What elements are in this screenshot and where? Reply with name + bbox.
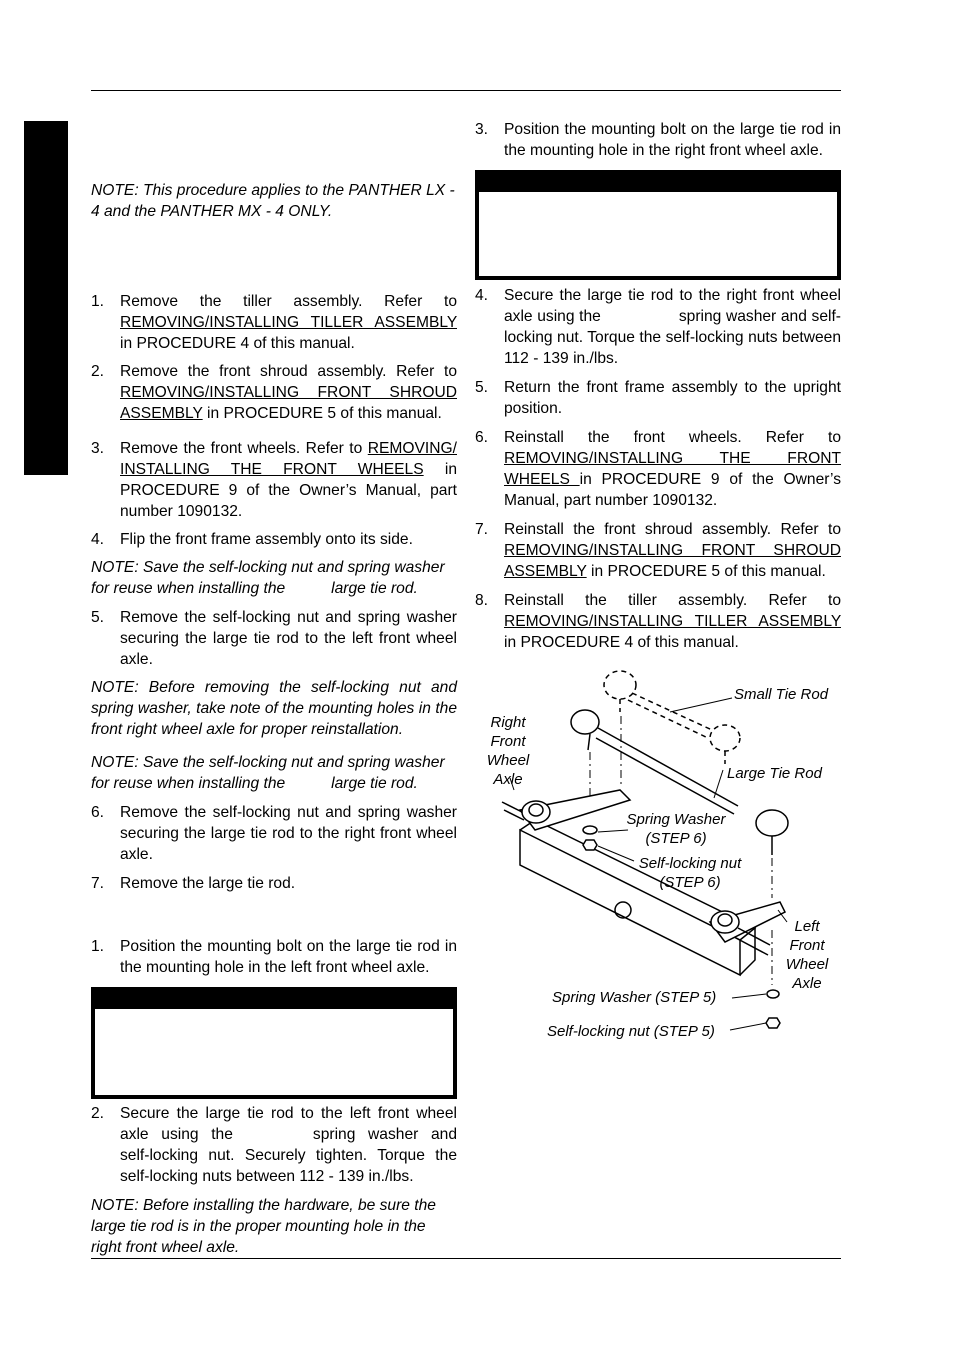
note-before-installing: NOTE: Before installing the hardware, be sure the large tie rod is in the proper mounting hole in the right front wheel axle. bbox=[91, 1197, 436, 1256]
removal-step-5: 5. Remove the self-locking nut and spring washer securing the large tie rod to the left front wheel axle. bbox=[91, 609, 457, 668]
tie-rod-diagram bbox=[480, 660, 850, 1050]
install-step-4: 4. Secure the large tie rod to the right front wheel axle using the spring washer and self-locking nut. Torque the self-locking nuts between 112 - 139 in./lbs. bbox=[475, 287, 842, 367]
top-rule bbox=[91, 90, 841, 91]
install-step-5: 5. Return the front frame assembly to the upright position. bbox=[475, 379, 841, 417]
note-before-removing: NOTE: Before removing the self-locking nut and spring washer, take note of the mounting holes in the front right wheel axle for proper reinstallation. bbox=[91, 679, 457, 738]
label-small-tie-rod: Small Tie Rod bbox=[734, 686, 829, 703]
removal-step-1: 1. Remove the tiller assembly. Refer to REMOVING/INSTALLING TILLER ASSEMBLY in PROCEDURE 4 of this manual. bbox=[91, 293, 457, 352]
bottom-rule bbox=[91, 1258, 841, 1259]
section-side-tab bbox=[24, 121, 68, 475]
label-self-locking-nut-step5: Self-locking nut (STEP 5) bbox=[547, 1023, 715, 1040]
label-large-tie-rod: Large Tie Rod bbox=[727, 765, 822, 782]
warning-box-right bbox=[475, 170, 841, 280]
install-step-7: 7. Reinstall the front shroud assembly. Refer to REMOVING/INSTALLING FRONT SHROUD ASSEMBLY in PROCEDURE 5 of this manual. bbox=[475, 521, 841, 580]
install-step-6: 6. Reinstall the front wheels. Refer to REMOVING/INSTALLING THE FRONT WHEELS in PROCEDURE 9 of the Owner’s Manual, part number 1090132. bbox=[475, 429, 841, 509]
link-front-wheels[interactable]: REMOVING/ INSTALLING THE FRONT WHEELS bbox=[120, 440, 457, 478]
label-left-front-wheel-axle: Left Front Wheel Axle bbox=[785, 918, 829, 992]
link-front-wheels-reinstall[interactable]: REMOVING/INSTALLING THE FRONT WHEELS bbox=[504, 450, 841, 488]
label-self-locking-nut-step6: Self-locking nut (STEP 6) bbox=[638, 855, 742, 891]
link-front-shroud-reinstall[interactable]: REMOVING/INSTALLING FRONT SHROUD ASSEMBLY bbox=[504, 542, 841, 580]
label-spring-washer-step5: Spring Washer (STEP 5) bbox=[552, 989, 717, 1006]
left-column bbox=[91, 180, 457, 1258]
note-save-hardware-2: NOTE: Save the self-locking nut and spring washer for reuse when installing the large tie rod. bbox=[91, 754, 445, 792]
install-step-3: 3. Position the mounting bolt on the large tie rod in the mounting hole in the right front wheel axle. bbox=[475, 121, 841, 159]
install-step-8: 8. Reinstall the tiller assembly. Refer to REMOVING/INSTALLING TILLER ASSEMBLY in PROCEDURE 4 of this manual. bbox=[475, 592, 841, 651]
removal-step-7: 7. Remove the large tie rod. bbox=[91, 875, 296, 892]
label-spring-washer-step6: Spring Washer (STEP 6) bbox=[626, 811, 726, 847]
note-applies: NOTE: This procedure applies to the PANTHER LX - 4 and the PANTHER MX - 4 ONLY. bbox=[91, 182, 455, 220]
note-save-hardware-1: NOTE: Save the self-locking nut and spring washer for reuse when installing the large tie rod. bbox=[91, 559, 445, 597]
install-step-2: 2. Secure the large tie rod to the left front wheel axle using the spring washer and self-locking nut. Securely tighten. Torque the self-locking nuts between 112 - 139 in./lbs. bbox=[91, 1105, 457, 1185]
removal-step-6: 6. Remove the self-locking nut and spring washer securing the large tie rod to the right front wheel axle. bbox=[91, 804, 457, 863]
warning-box-left bbox=[91, 987, 457, 1099]
link-front-shroud[interactable]: REMOVING/INSTALLING FRONT SHROUD ASSEMBLY bbox=[120, 384, 457, 422]
right-column bbox=[475, 119, 841, 653]
link-tiller-assembly[interactable]: REMOVING/INSTALLING TILLER ASSEMBLY bbox=[120, 314, 457, 331]
removal-step-3: 3. Remove the front wheels. Refer to REMOVING/ INSTALLING THE FRONT WHEELS in PROCEDURE 9 of the Owner’s Manual, part number 1090132. bbox=[91, 440, 457, 520]
removal-step-2: 2. Remove the front shroud assembly. Refer to REMOVING/INSTALLING FRONT SHROUD ASSEMBLY in PROCEDURE 5 of this manual. bbox=[91, 363, 457, 422]
label-right-front-wheel-axle: Right Front Wheel Axle bbox=[486, 714, 530, 788]
link-tiller-reinstall[interactable]: REMOVING/INSTALLING TILLER ASSEMBLY bbox=[504, 613, 841, 630]
removal-step-4: 4. Flip the front frame assembly onto its side. bbox=[91, 531, 413, 548]
install-step-1: 1. Position the mounting bolt on the large tie rod in the mounting hole in the left front wheel axle. bbox=[91, 938, 457, 976]
